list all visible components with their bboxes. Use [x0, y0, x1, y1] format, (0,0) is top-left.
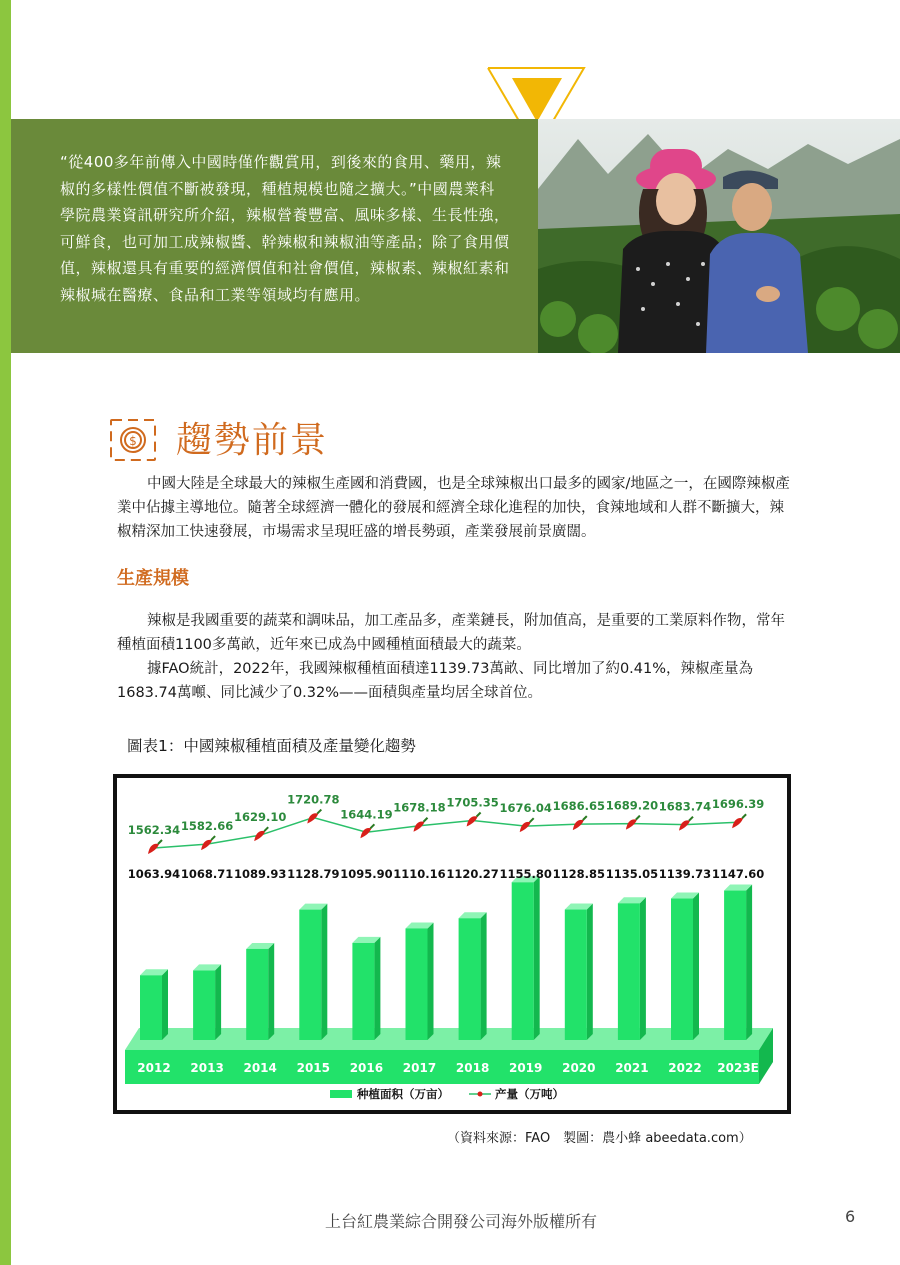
area-bar: [193, 970, 215, 1040]
intro-paragraph: [117, 472, 797, 544]
bar-side: [693, 893, 699, 1040]
chili-stem: [477, 813, 481, 817]
area-bar: [140, 975, 162, 1040]
production-label: 1683.74: [658, 799, 712, 814]
production-label: 1644.19: [340, 807, 393, 822]
area-bar-label: 1120.27: [446, 867, 499, 881]
chili-stem: [583, 816, 587, 820]
bar-side: [268, 943, 274, 1040]
x-tick-label: 2019: [508, 1061, 543, 1075]
area-bar: [246, 949, 268, 1040]
x-tick-label: 2023E: [717, 1061, 759, 1075]
production-label: 1562.34: [127, 823, 181, 838]
area-bar-label: 1089.93: [234, 867, 287, 881]
production-point: [626, 819, 637, 829]
chili-stem: [689, 817, 693, 821]
bar-side: [215, 964, 221, 1040]
area-bar-label: 1128.85: [552, 867, 605, 881]
bar-side: [534, 876, 540, 1040]
x-tick-label: 2012: [137, 1061, 171, 1075]
x-tick-label: 2014: [243, 1061, 277, 1075]
chili-stem: [317, 810, 321, 814]
subsection-title: 生產規模: [117, 568, 189, 589]
x-tick-label: 2020: [562, 1061, 596, 1075]
production-label: 1678.18: [393, 800, 446, 815]
svg-text:$: $: [129, 434, 137, 448]
production-label: 1696.39: [711, 797, 765, 812]
x-tick-label: 2022: [668, 1061, 702, 1075]
x-tick-label: 2013: [190, 1061, 224, 1075]
area-bar: [459, 918, 481, 1040]
production-text-1: 辣椒是我國重要的蔬菜和調味品，加工產品多，產業鏈長，附加值高，是重要的工業原料作物，常年種植面積1100多萬畝，近年來已成為中國種植面積最大的蔬菜。: [117, 613, 785, 653]
production-label: 1705.35: [446, 795, 499, 810]
area-bar-label: 1110.16: [393, 867, 446, 881]
money-icon: [108, 414, 158, 464]
production-label: 1676.04: [499, 801, 552, 816]
area-bar-label: 1139.73: [658, 867, 712, 881]
area-bar-label: 1155.80: [499, 867, 552, 881]
bar-side: [321, 904, 327, 1040]
x-tick-label: 2021: [615, 1061, 649, 1075]
area-bar: [406, 928, 428, 1040]
area-bar-label: 1068.71: [180, 867, 234, 881]
quote-text: “從400多年前傳入中國時僅作觀賞用，到後來的食用、藥用，辣椒的多樣性價值不斷被發現，種植規模也隨之擴大。”中國農業科學院農業資訊研究所介紹，辣椒營養豐富、風味多樣、生長性強，可鮮食，也可加工成辣椒醬、幹辣椒和辣椒油等產品；除了食用價值，辣椒還具有重要的經濟價值和社會價值，辣椒素、辣椒紅素和辣椒堿在醫療、食品和工業等領域均有應用。: [60, 153, 510, 304]
production-point: [573, 820, 584, 830]
chili-stem: [158, 840, 162, 844]
production-point: [360, 828, 371, 838]
area-bar: [724, 891, 746, 1040]
area-bar: [618, 903, 640, 1040]
area-bar: [671, 899, 693, 1040]
page-number: 6: [845, 1207, 856, 1226]
production-point: [201, 840, 212, 850]
chart-caption: 圖表1：中國辣椒種植面積及產量變化趨勢: [127, 737, 416, 755]
area-bar: [352, 943, 374, 1040]
legend-bar-swatch: [330, 1090, 352, 1098]
bar-side: [374, 937, 380, 1040]
bar-side: [481, 912, 487, 1040]
legend-bar-label: 种植面积（万亩）: [357, 1087, 449, 1101]
production-label: 1629.10: [234, 810, 287, 825]
area-bar-label: 1147.60: [711, 867, 765, 881]
bar-side: [587, 904, 593, 1040]
production-label: 1686.65: [552, 799, 605, 814]
page-left-accent-bar: [0, 0, 11, 1265]
production-point: [414, 821, 425, 831]
legend-line-label: 产量（万吨）: [495, 1087, 564, 1101]
bar-side: [428, 922, 434, 1040]
production-label: 1720.78: [287, 792, 340, 807]
source-note: （資料來源：FAO 製圖：農小蜂 abeedata.com）: [447, 1131, 752, 1146]
area-bar: [565, 910, 587, 1040]
production-point: [148, 844, 159, 854]
production-point: [254, 831, 265, 841]
x-tick-label: 2018: [455, 1061, 490, 1075]
intro-text: 中國大陸是全球最大的辣椒生產國和消費國，也是全球辣椒出口最多的國家/地區之一，在國際辣椒產業中佔據主導地位。隨著全球經濟一體化的發展和經濟全球化進程的加快，食辣地域和人群不斷擴大，辣椒精深加工快速發展，市場需求呈現旺盛的增長勢頭，產業發展前景廣闊。: [117, 476, 790, 540]
x-tick-label: 2015: [296, 1061, 331, 1075]
area-bar: [512, 882, 534, 1040]
area-bar-label: 1135.05: [605, 867, 659, 881]
bar-side: [746, 885, 752, 1040]
chili-stem: [264, 827, 268, 831]
section-title: 趨勢前景: [176, 420, 329, 461]
chili-stem: [211, 836, 215, 840]
area-bar-label: 1128.79: [287, 867, 340, 881]
chart-frame: [113, 774, 791, 1114]
bar-side: [162, 969, 168, 1040]
footer-copyright: 上台紅農業綜合開發公司海外版權所有: [325, 1212, 598, 1231]
production-text-2: 據FAO統計，2022年，我國辣椒種植面積達1139.73萬畝、同比增加了約0.41%，辣椒產量為1683.74萬噸、同比減少了0.32%——面積與產量均居全球首位。: [117, 661, 754, 701]
area-bar-label: 1063.94: [127, 867, 181, 881]
production-point: [679, 820, 690, 830]
x-tick-label: 2016: [349, 1061, 384, 1075]
x-tick-label: 2017: [402, 1061, 437, 1075]
farmers-photo: [538, 119, 900, 353]
production-label: 1582.66: [180, 819, 234, 834]
chili-stem: [424, 818, 428, 822]
legend-line-point: [478, 1092, 483, 1097]
chili-stem: [530, 818, 534, 822]
production-point: [732, 818, 743, 828]
bar-side: [640, 897, 646, 1040]
production-paragraphs: [117, 609, 797, 705]
chili-stem: [636, 816, 640, 820]
area-bar: [299, 910, 321, 1040]
chili-stem: [370, 824, 374, 828]
chili-stem: [742, 814, 746, 818]
production-label: 1689.20: [605, 798, 659, 813]
chart-svg: [117, 778, 787, 1110]
production-point: [520, 822, 531, 832]
area-bar-label: 1095.90: [340, 867, 393, 881]
